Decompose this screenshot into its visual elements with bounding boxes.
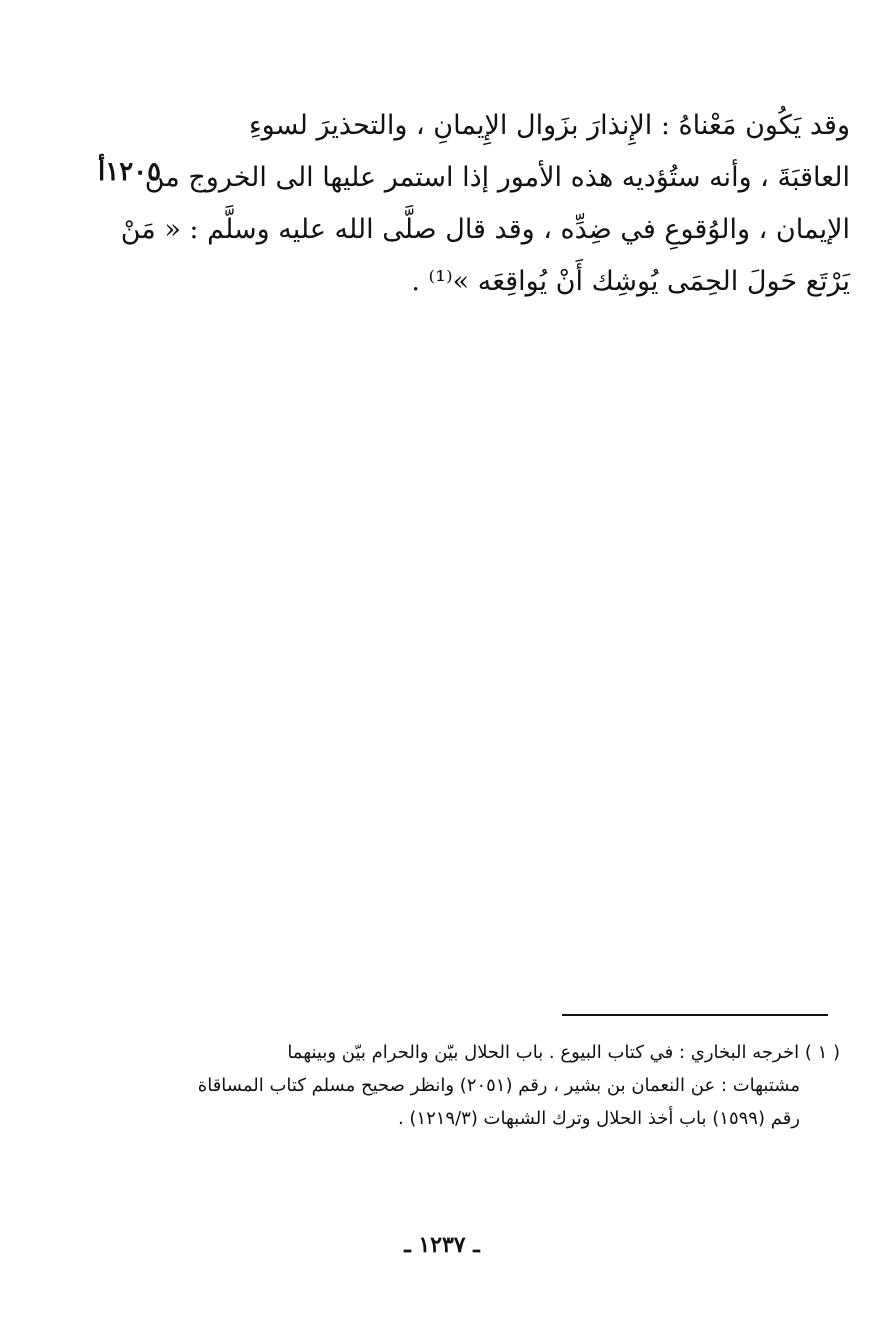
footnote-divider bbox=[562, 1014, 828, 1016]
main-text-line: الإيمان ، والوُقوعِ في ضِدِّه ، وقد قال صلَّى الله عليه وسلَّم : « مَنْ bbox=[120, 214, 850, 245]
footnote-line: مشتبهات : عن النعمان بن بشير ، رقم (٢٠٥١) وانظر صحيح مسلم كتاب المساقاة bbox=[197, 1075, 800, 1096]
footnote-line: ( ١ ) اخرجه البخاري : في كتاب البيوع . باب الحلال بيّن والحرام بيّن وبينهما bbox=[287, 1042, 840, 1063]
margin-reference-number: ١٢٠٥أ bbox=[98, 157, 162, 187]
footnote-line: رقم (١٥٩٩) باب أخذ الحلال وترك الشبهات (١٢١٩/٣) . bbox=[397, 1108, 800, 1129]
main-text-line: يَرْتَع حَولَ الحِمَى يُوشِك أَنْ يُواقِعَه »⁽¹⁾ . bbox=[411, 266, 850, 297]
page-number: ـ ١٢٣٧ ـ bbox=[404, 1232, 480, 1258]
main-text-line: العاقبَةَ ، وأنه ستُؤديه هذه الأمور إذا استمر عليها الى الخروج من bbox=[144, 162, 850, 193]
footnotes-block bbox=[140, 1036, 840, 1135]
main-text-line: وقد يَكُون مَعْناهُ : الإِنذارَ بزَوال الإِيمانِ ، والتحذيرَ لسوءِ bbox=[248, 110, 850, 141]
